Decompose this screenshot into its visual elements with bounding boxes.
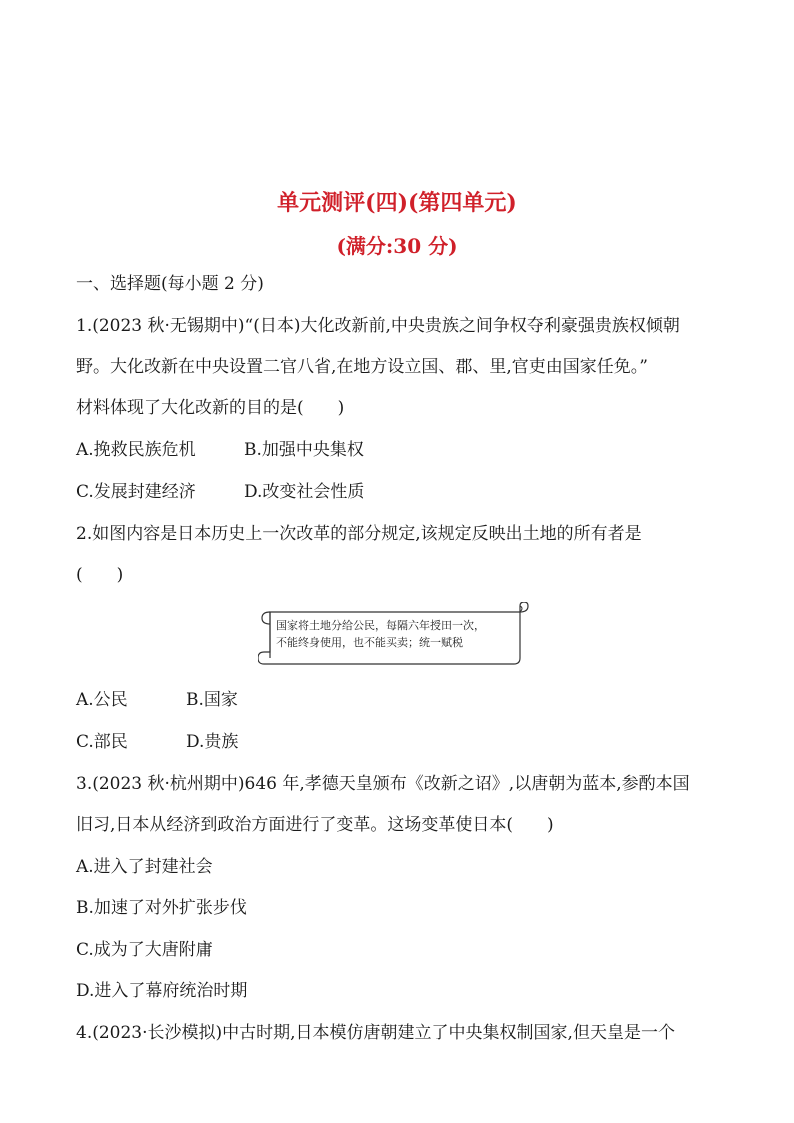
q3-line-1: 3.(2023 秋·杭州期中)646 年,孝德天皇颁布《改新之诏》,以唐朝为蓝本,参酌本国 xyxy=(76,774,690,794)
scroll-line-2: 不能终身使用，也不能买卖；统一赋税 xyxy=(276,636,463,649)
q1-option-b: B.加强中央集权 xyxy=(244,440,364,460)
section-heading: 一、选择题(每小题 2 分) xyxy=(76,274,264,294)
q1-option-d: D.改变社会性质 xyxy=(244,482,365,502)
scroll-text xyxy=(276,617,526,651)
q2-line-2: ( ) xyxy=(76,565,124,585)
q2-option-b: B.国家 xyxy=(186,690,238,710)
q2-option-d: D.贵族 xyxy=(186,732,239,752)
scroll-figure xyxy=(258,602,532,666)
q2-option-c: C.部民 xyxy=(76,732,128,752)
q3-option-d: D.进入了幕府统治时期 xyxy=(76,981,248,1001)
q2-line-1: 2.如图内容是日本历史上一次改革的部分规定,该规定反映出土地的所有者是 xyxy=(76,524,642,544)
q2-option-a: A.公民 xyxy=(76,690,128,710)
q1-line-1: 1.(2023 秋·无锡期中)“(日本)大化改新前,中央贵族之间争权夺利豪强贵族权倾朝 xyxy=(76,316,680,336)
scroll-line-1: 国家将土地分给公民，每隔六年授田一次， xyxy=(276,619,485,632)
q1-line-2: 野。大化改新在中央设置二官八省,在地方设立国、郡、里,官吏由国家任免。” xyxy=(76,357,648,377)
q1-option-c: C.发展封建经济 xyxy=(76,482,196,502)
q3-option-a: A.进入了封建社会 xyxy=(76,857,213,877)
q4-line-1: 4.(2023·长沙模拟)中古时期,日本模仿唐朝建立了中央集权制国家,但天皇是一个 xyxy=(76,1023,675,1043)
q3-option-b: B.加速了对外扩张步伐 xyxy=(76,898,247,918)
page-title: 单元测评(四)(第四单元) xyxy=(277,190,517,216)
q3-line-2: 旧习,日本从经济到政治方面进行了变革。这场变革使日本( ) xyxy=(76,815,554,835)
q1-option-a: A.挽救民族危机 xyxy=(76,440,196,460)
page-subtitle: (满分:30 分) xyxy=(336,234,458,258)
q3-option-c: C.成为了大唐附庸 xyxy=(76,940,213,960)
q1-line-3: 材料体现了大化改新的目的是( ) xyxy=(76,398,345,418)
